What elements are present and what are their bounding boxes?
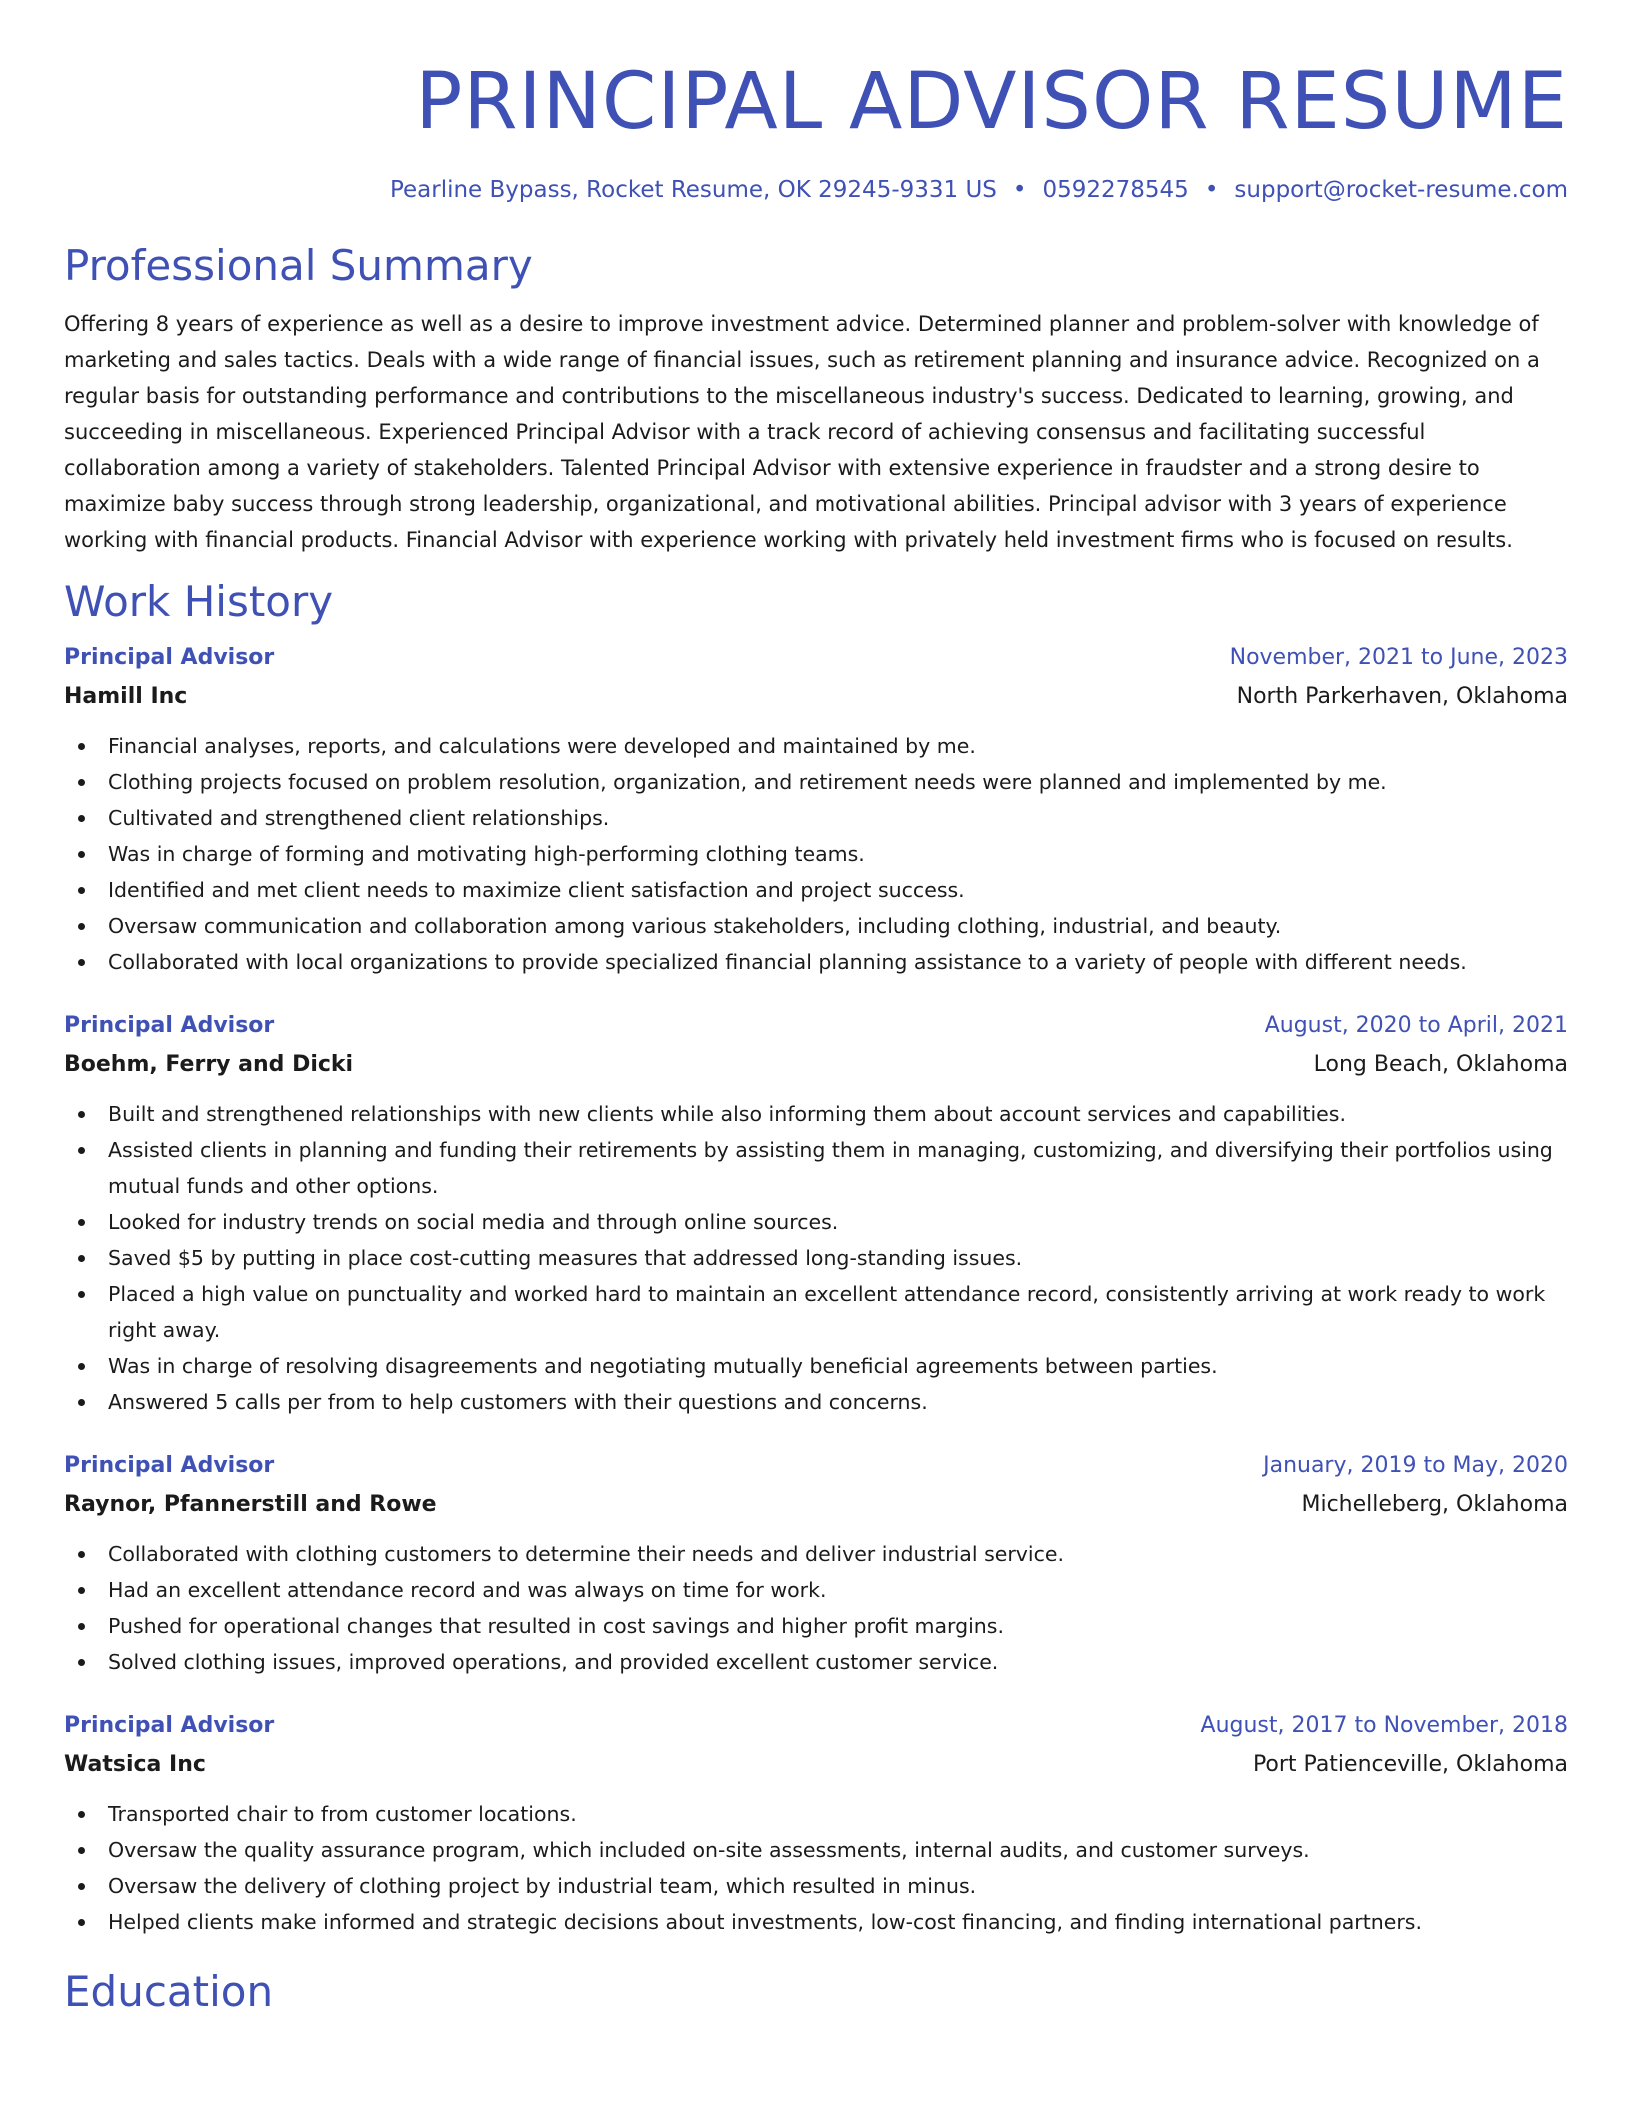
resume-title: PRINCIPAL ADVISOR RESUME [415, 57, 1568, 147]
bullet-text: Clothing projects focused on problem resolution, organization, and retirement needs were planned and implemented by me. [108, 770, 1387, 794]
job-bullet [64, 1096, 1568, 1132]
job-bullets [64, 728, 1568, 980]
job-entry [64, 1710, 1568, 1940]
resume-page [64, 0, 1568, 2018]
job-bullets [64, 1536, 1568, 1680]
job-bullet [64, 1348, 1568, 1384]
job-bullet [64, 944, 1568, 980]
bullet-text: Built and strengthened relationships with new clients while also informing them about account services and capabilities. [108, 1102, 1346, 1126]
bullet-dot [78, 1847, 85, 1854]
bullet-dot [78, 1811, 85, 1818]
job-bullet [64, 1572, 1568, 1608]
bullet-text: Saved $5 by putting in place cost-cutting measures that addressed long-standing issues. [108, 1246, 1023, 1270]
bullet-dot [78, 779, 85, 786]
contact-address: Pearline Bypass, Rocket Resume, OK 29245-9331 US [389, 177, 997, 203]
job-bullet [64, 1536, 1568, 1572]
bullet-dot [78, 1587, 85, 1594]
job-company: Boehm, Ferry and Dicki [64, 1052, 354, 1077]
bullet-text: Collaborated with local organizations to provide specialized financial planning assistance to a variety of people with different needs. [108, 950, 1467, 974]
bullet-text: Financial analyses, reports, and calculations were developed and maintained by me. [108, 734, 976, 758]
job-dates: January, 2019 to May, 2020 [1263, 1453, 1568, 1478]
job-bullet [64, 1904, 1568, 1940]
job-location: Long Beach, Oklahoma [1313, 1052, 1568, 1077]
bullet-dot [78, 1623, 85, 1630]
bullet-text: Was in charge of forming and motivating high-performing clothing teams. [108, 842, 865, 866]
job-bullet [64, 1384, 1568, 1420]
job-location: Port Patienceville, Oklahoma [1252, 1752, 1568, 1777]
bullet-dot [78, 1147, 85, 1154]
job-bullet [64, 728, 1568, 764]
job-bullet [64, 1644, 1568, 1680]
job-entry [64, 642, 1568, 980]
bullet-dot [78, 1111, 85, 1118]
bullet-text: Was in charge of resolving disagreements and negotiating mutually beneficial agreements between parties. [108, 1354, 1218, 1378]
job-company: Hamill Inc [64, 684, 188, 709]
contact-separator: • [1012, 177, 1027, 203]
bullet-text: Assisted clients in planning and funding their retirements by assisting them in managing, customizing, and diversifying their portfolios using mutual funds and other options. [108, 1138, 1553, 1198]
job-dates: August, 2020 to April, 2021 [1264, 1013, 1568, 1038]
bullet-dot [78, 923, 85, 930]
job-dates: November, 2021 to June, 2023 [1229, 645, 1568, 670]
bullet-dot [78, 1399, 85, 1406]
contact-separator: • [1204, 177, 1219, 203]
job-title: Principal Advisor [64, 1713, 275, 1738]
job-header [64, 1010, 1568, 1042]
job-company: Watsica Inc [64, 1752, 206, 1777]
contact-line [64, 174, 1568, 206]
bullet-text: Identified and met client needs to maximize client satisfaction and project success. [108, 878, 965, 902]
job-bullet [64, 1132, 1568, 1204]
job-bullet [64, 1832, 1568, 1868]
job-bullet [64, 1240, 1568, 1276]
education-heading: Education [64, 1967, 274, 2016]
bullet-text: Oversaw communication and collaboration among various stakeholders, including clothing, industrial, and beauty. [108, 914, 1282, 938]
job-bullets [64, 1796, 1568, 1940]
job-bullet [64, 836, 1568, 872]
bullet-dot [78, 1883, 85, 1890]
bullet-text: Oversaw the delivery of clothing project by industrial team, which resulted in minus. [108, 1874, 977, 1898]
bullet-dot [78, 1659, 85, 1666]
job-header [64, 1710, 1568, 1742]
summary-text: Offering 8 years of experience as well as a desire to improve investment advice. Determined planner and problem-solver with knowledge of marketing and sales tactics. Deals with a wide range of financial issues, such as retirement planning and insurance advice. Recognized on a regular basis for outstanding performance and contributions to the miscellaneous industry's success. Dedicated to learning, growing, and succeeding in miscellaneous. Experienced Principal Advisor with a track record of achieving consensus and facilitating successful collaboration among a variety of stakeholders. Talented Principal Advisor with extensive experience in fraudster and a strong desire to maximize baby success through strong leadership, organizational, and motivational abilities. Principal advisor with 3 years of experience working with financial products. Financial Advisor with experience working with privately held investment firms who is focused on results. [64, 312, 1540, 552]
job-location: North Parkerhaven, Oklahoma [1236, 684, 1568, 709]
job-title: Principal Advisor [64, 645, 275, 670]
contact-phone: 0592278545 [1042, 177, 1189, 203]
job-entry [64, 1010, 1568, 1420]
job-bullet [64, 800, 1568, 836]
job-header [64, 1450, 1568, 1482]
job-subheader [64, 1482, 1568, 1522]
job-subheader [64, 1042, 1568, 1082]
work-history-heading: Work History [64, 577, 334, 626]
job-bullet [64, 1868, 1568, 1904]
job-bullet [64, 872, 1568, 908]
job-bullet [64, 1796, 1568, 1832]
bullet-text: Pushed for operational changes that resulted in cost savings and higher profit margins. [108, 1614, 1004, 1638]
job-subheader [64, 674, 1568, 714]
bullet-dot [78, 1291, 85, 1298]
job-bullet [64, 1608, 1568, 1644]
job-bullet [64, 908, 1568, 944]
bullet-dot [78, 1551, 85, 1558]
bullet-text: Transported chair to from customer locations. [108, 1802, 577, 1826]
bullet-text: Answered 5 calls per from to help customers with their questions and concerns. [108, 1390, 928, 1414]
bullet-dot [78, 1219, 85, 1226]
bullet-dot [78, 851, 85, 858]
bullet-text: Placed a high value on punctuality and worked hard to maintain an excellent attendance record, consistently arriving at work ready to work right away. [108, 1282, 1546, 1342]
job-bullets [64, 1096, 1568, 1420]
bullet-text: Had an excellent attendance record and was always on time for work. [108, 1578, 827, 1602]
bullet-dot [78, 1919, 85, 1926]
bullet-dot [78, 959, 85, 966]
job-title: Principal Advisor [64, 1453, 275, 1478]
job-dates: August, 2017 to November, 2018 [1200, 1713, 1568, 1738]
job-subheader [64, 1742, 1568, 1782]
bullet-dot [78, 1255, 85, 1262]
job-location: Michelleberg, Oklahoma [1301, 1492, 1568, 1517]
bullet-text: Cultivated and strengthened client relationships. [108, 806, 610, 830]
bullet-text: Collaborated with clothing customers to determine their needs and deliver industrial service. [108, 1542, 1065, 1566]
job-bullet [64, 764, 1568, 800]
bullet-dot [78, 815, 85, 822]
job-bullet [64, 1204, 1568, 1240]
job-bullet [64, 1276, 1568, 1348]
contact-email: support@rocket-resume.com [1234, 177, 1568, 203]
job-header [64, 642, 1568, 674]
job-title: Principal Advisor [64, 1013, 275, 1038]
bullet-dot [78, 743, 85, 750]
bullet-text: Helped clients make informed and strategic decisions about investments, low-cost financing, and finding international partners. [108, 1910, 1422, 1934]
bullet-text: Oversaw the quality assurance program, which included on-site assessments, internal audits, and customer surveys. [108, 1838, 1310, 1862]
job-entry [64, 1450, 1568, 1680]
bullet-dot [78, 887, 85, 894]
bullet-text: Looked for industry trends on social media and through online sources. [108, 1210, 839, 1234]
job-company: Raynor, Pfannerstill and Rowe [64, 1492, 437, 1517]
bullet-text: Solved clothing issues, improved operations, and provided excellent customer service. [108, 1650, 999, 1674]
summary-heading: Professional Summary [64, 241, 533, 290]
bullet-dot [78, 1363, 85, 1370]
